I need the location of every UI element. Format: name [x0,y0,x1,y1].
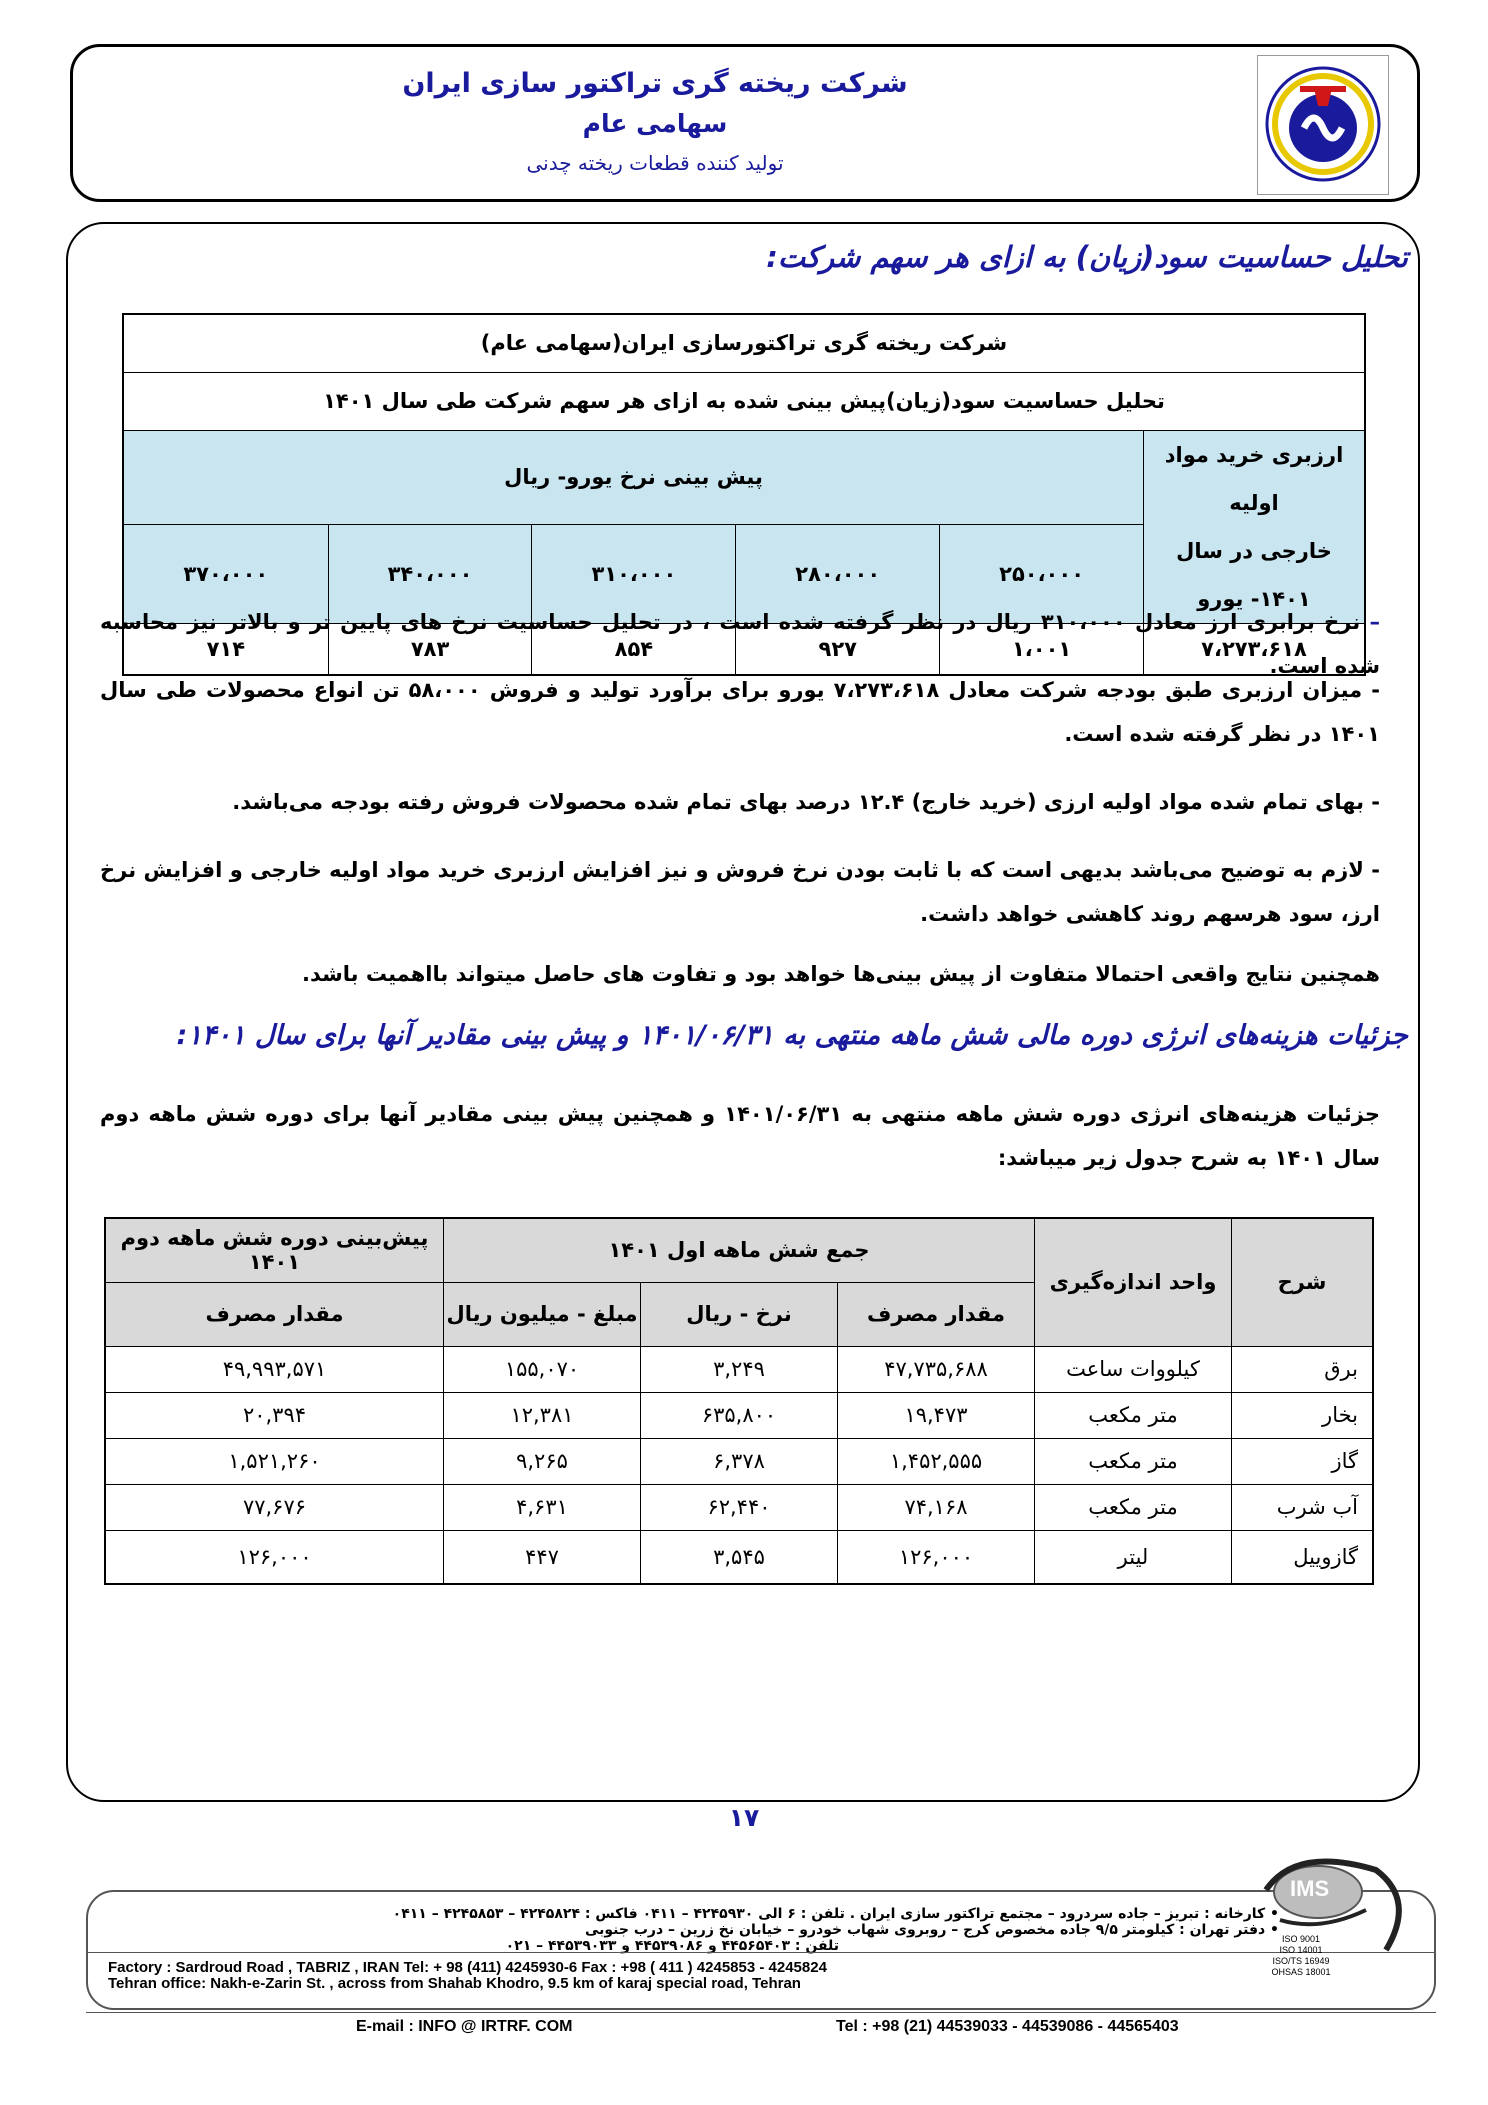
note-4: - لازم به توضیح می‌باشد بدیهی است که با ثابت بودن نرخ فروش و نیز افزایش ارزبری خرید مواد اولیه خارجی و افزایش نرخ ارز، سود هرسهم روند کاهشی خواهد داشت. [100,858,1380,926]
footer-fa-line2: • دفتر تهران : کیلومتر ۹/۵ جاده مخصوص کرج – روبروی شهاب خودرو – خیابان نخ زرین – درب جنوبی [584,1922,1279,1938]
iso-ts-16949: ISO/TS 16949 [1272,1956,1330,1966]
eps-cell: ۷۱۴ [123,623,328,675]
note-1-dash: – [1369,610,1380,634]
ims-certification-badge [1246,1850,1426,2010]
row-qty: ۱,۴۵۲,۵۵۵ [838,1438,1035,1484]
section-title-energy: جزئیات هزینه‌های انرژی دوره مالی شش ماهه منتهی به ۱۴۰۱/۰۶/۳۱ و پیش بینی مقادیر آنها برای سال ۱۴۰۱: [176,1020,1408,1051]
company-type: سهامی عام [582,109,728,138]
row-rate: ۶۳۵,۸۰۰ [641,1392,838,1438]
footer-rule [86,2012,1436,2013]
table-row [105,1530,1373,1584]
row-desc: گازوییل [1232,1530,1374,1584]
row-header-cell [1144,430,1366,623]
table-row [105,1438,1373,1484]
company-logo [1257,55,1389,195]
footer-en-line1: Factory : Sardroud Road , TABRIZ , IRAN Tel: + 98 (411) 4245930-6 Fax : +98 ( 411 ) 4245853 - 4245824 [108,1959,827,1976]
header-forecast-qty: مقدار مصرف [105,1282,444,1346]
page-header [70,44,1420,202]
page-number: ۱۷ [728,1803,760,1832]
page-footer [86,1876,1436,2082]
ims-logo-icon [1246,1850,1426,2010]
footer-divider [88,1952,1436,1953]
row-forecast-qty: ۱۲۶,۰۰۰ [105,1530,444,1584]
rate-cell: ۳۱۰،۰۰۰ [532,525,736,623]
row-unit: لیتر [1035,1530,1232,1584]
row-qty: ۱۹,۴۷۳ [838,1392,1035,1438]
row-unit: متر مکعب [1035,1392,1232,1438]
energy-table [104,1217,1374,1585]
header-first-half: جمع شش ماهه اول ۱۴۰۱ [444,1218,1035,1282]
row-forecast-qty: ۷۷,۶۷۶ [105,1484,444,1530]
header-unit: واحد اندازه‌گیری [1035,1218,1232,1346]
row-unit: متر مکعب [1035,1438,1232,1484]
footer-address-en [108,1960,827,1992]
row-unit: متر مکعب [1035,1484,1232,1530]
iso-9001: ISO 9001 [1281,1934,1321,1944]
rate-cell: ۳۴۰،۰۰۰ [328,525,532,623]
row-desc: گاز [1232,1438,1374,1484]
ims-label: IMS [1290,1876,1330,1901]
footer-fa-line3: تلفن : ۴۴۵۶۵۴۰۳ و ۴۴۵۳۹۰۸۶ و ۴۴۵۳۹۰۳۳ – ۰۲۱ [505,1938,839,1954]
company-tagline: تولید کننده قطعات ریخته چدنی [526,151,784,175]
row-amount: ۴,۶۳۱ [444,1484,641,1530]
row-rate: ۶,۳۷۸ [641,1438,838,1484]
table-company-title: شرکت ریخته گری تراکتورسازی ایران(سهامی عام) [123,314,1365,372]
header-qty: مقدار مصرف [838,1282,1035,1346]
row-desc: برق [1232,1346,1374,1392]
row-rate: ۳,۲۴۹ [641,1346,838,1392]
footer-address-fa [393,1906,1279,1954]
row-forecast-qty: ۴۹,۹۹۳,۵۷۱ [105,1346,444,1392]
header-amount: مبلغ - میلیون ریال [444,1282,641,1346]
table-row [105,1484,1373,1530]
table-row [105,1392,1373,1438]
section-title-sensitivity: تحلیل حساسیت سود(زیان) به ازای هر سهم شرکت: [766,240,1408,274]
footer-email: E-mail : INFO @ IRTRF. COM [356,2018,573,2035]
row-rate: ۳,۵۴۵ [641,1530,838,1584]
footer-fa-line1: • کارخانه : تبریز – جاده سردرود – مجتمع تراکتور سازی ایران . تلفن : ۶ الی ۴۲۴۵۹۳۰ – ۰۴۱۱ فاکس : ۴۲۴۵۸۲۴ – ۴۲۴۵۸۵۳ – ۰۴۱۱ [392,1906,1279,1922]
row-amount: ۹,۲۶۵ [444,1438,641,1484]
eps-cell: ۸۵۴ [532,623,736,675]
row-rate: ۶۲,۴۴۰ [641,1484,838,1530]
row-qty: ۴۷,۷۳۵,۶۸۸ [838,1346,1035,1392]
eps-cell: ۱،۰۰۱ [940,623,1144,675]
row-header-line1: ارزبری خرید مواد اولیه [1164,442,1344,515]
iso-list [1266,1934,1336,1978]
eps-cell: ۷۸۳ [328,623,532,675]
header-forecast: پیش‌بینی دوره شش ماهه دوم ۱۴۰۱ [105,1218,444,1282]
ohsas-18001: OHSAS 18001 [1271,1967,1331,1977]
company-logo-icon [1264,62,1382,188]
rate-cell: ۲۵۰،۰۰۰ [940,525,1144,623]
row-qty: ۱۲۶,۰۰۰ [838,1530,1035,1584]
note-5: همچنین نتایج واقعی احتمالا متفاوت از پیش بینی‌ها خواهد بود و تفاوت های حاصل میتواند بااهمیت باشد. [302,962,1380,986]
row-amount: ۱۵۵,۰۷۰ [444,1346,641,1392]
row-forecast-qty: ۲۰,۳۹۴ [105,1392,444,1438]
row-unit: کیلووات ساعت [1035,1346,1232,1392]
company-name: شرکت ریخته گری تراکتور سازی ایران [402,68,908,99]
note-1-text: نرخ برابری ارز معادل ۳۱۰،۰۰۰ ریال در نظر گرفته شده است ، در تحلیل حساسیت نرخ های پایین تر و بالاتر نیز محاسبه شده است. [100,610,1380,678]
footer-address-box [86,1890,1436,2010]
footer-en-line2: Tehran office: Nakh-e-Zarin St. , across from Shahab Khodro, 9.5 km of karaj special road, Tehran [108,1975,801,1992]
row-header-line2: خارجی در سال ۱۴۰۱- یورو [1176,538,1332,611]
note-3: - بهای تمام شده مواد اولیه ارزی (خرید خارج) ۱۲.۴ درصد بهای تمام شده محصولات فروش رفته بودجه می‌باشد. [232,790,1380,814]
eps-cell: ۹۲۷ [736,623,940,675]
forecast-header: پیش بینی نرخ یورو- ریال [123,430,1144,525]
row-forecast-qty: ۱,۵۲۱,۲۶۰ [105,1438,444,1484]
row-desc: بخار [1232,1392,1374,1438]
base-value-cell: ۷،۲۷۳،۶۱۸ [1144,623,1366,675]
rate-cell: ۲۸۰،۰۰۰ [736,525,940,623]
footer-phone: Tel : +98 (21) 44539033 - 44539086 - 44565403 [836,2018,1179,2035]
row-amount: ۱۲,۳۸۱ [444,1392,641,1438]
energy-intro: جزئیات هزینه‌های انرژی دوره شش ماهه منتهی به ۱۴۰۱/۰۶/۳۱ و همچنین پیش بینی مقادیر آنها برای دوره شش ماهه دوم سال ۱۴۰۱ به شرح جدول زیر میباشد: [100,1102,1380,1170]
row-desc: آب شرب [1232,1484,1374,1530]
row-amount: ۴۴۷ [444,1530,641,1584]
table-row [105,1346,1373,1392]
header-rate: نرخ - ریال [641,1282,838,1346]
row-qty: ۷۴,۱۶۸ [838,1484,1035,1530]
table-subtitle: تحلیل حساسیت سود(زیان)پیش بینی شده به ازای هر سهم شرکت طی سال ۱۴۰۱ [123,372,1365,430]
header-desc: شرح [1232,1218,1374,1346]
iso-14001: ISO 14001 [1279,1945,1323,1955]
rate-cell: ۳۷۰،۰۰۰ [123,525,328,623]
note-2: - میزان ارزبری طبق بودجه شرکت معادل ۷،۲۷۳،۶۱۸ یورو برای برآورد تولید و فروش ۵۸،۰۰۰ تن انواع محصولات طی سال ۱۴۰۱ در نظر گرفته شده است. [100,678,1380,746]
